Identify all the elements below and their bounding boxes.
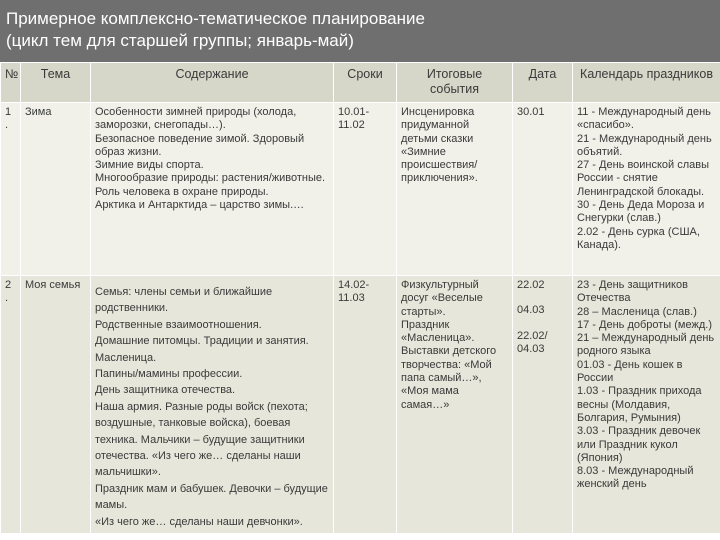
row-calendar: 11 - Международный день «спасибо». 21 - Международный день объятий. 27 - День воинской славы России - снятие Ленинградской блокады. 30 - День Деда Мороза и Снегурки (слав.) 2.02 - День сурка (США, Канада). (573, 103, 720, 276)
row-calendar: 23 - День защитников Отечества 28 – Масленица (слав.) 17 - День доброты (межд.) 21 – Международный день родного языка 01.03 - День кошек в России 1.03 - Праздник прихода весны (Молдавия, Болгария, Румыния) 3.03 - Праздник девочек или Праздник кукол (Япония) 8.03 - Международный женский день (573, 276, 720, 534)
title-line-2: (цикл тем для старшей группы; январь-май) (6, 31, 354, 50)
row-date: 22.02 (517, 279, 545, 291)
header-events: Итоговые события (397, 63, 513, 103)
row-period: 14.02- 11.03 (334, 276, 397, 534)
row-events: Физкультурный досуг «Веселые старты». Праздник «Масленица». Выставки детского творчества: «Мой папа самый…», «Моя мама самая…» (397, 276, 513, 534)
header-content: Содержание (91, 63, 334, 103)
header-num: № (1, 63, 21, 103)
row-content: Семья: члены семьи и ближайшие родственники. Родственные взаимоотношения. Домашние питомцы. Традиции и занятия. Масленица. Папины/мамины профессии. День защитника отечества. Наша армия. Разные роды войск (пехота; воздушные, танковые войска), боевая техника. Мальчики – будущие защитники отечества. «Из чего же… сделаны наши мальчишки». Праздник мам и бабушек. Девочки – будущие мамы. «Из чего же… сделаны наши девчонки». (91, 276, 334, 534)
table-row (1, 103, 720, 276)
plan-table (0, 62, 720, 534)
row-theme: Моя семья (21, 276, 91, 534)
row-date: 04.03 (517, 304, 545, 317)
header-date: Дата (513, 63, 573, 103)
header-calendar: Календарь праздников (573, 63, 720, 103)
header-period: Сроки (334, 63, 397, 103)
title-line-1: Примерное комплексно-тематическое планирование (6, 9, 425, 28)
row-num: 1 . (1, 103, 21, 276)
row-num: 2 . (1, 276, 21, 534)
row-date: 30.01 (513, 103, 573, 276)
row-events: Инсценировка придуманной детьми сказки «Зимние происшествия/ приключения». (397, 103, 513, 276)
row-theme: Зима (21, 103, 91, 276)
table-header-row (1, 63, 720, 103)
row-dates-cell (513, 276, 573, 534)
row-period: 10.01- 11.02 (334, 103, 397, 276)
table-row (1, 276, 720, 534)
title-bar (0, 0, 720, 62)
row-date: 22.02/ 04.03 (517, 329, 548, 355)
header-theme: Тема (21, 63, 91, 103)
row-content: Особенности зимней природы (холода, заморозки, снегопады…). Безопасное поведение зимой. Здоровый образ жизни. Зимние виды спорта. Многообразие природы: растения/животные. Роль человека в охране природы. Арктика и Антарктида – царство зимы.… (91, 103, 334, 276)
